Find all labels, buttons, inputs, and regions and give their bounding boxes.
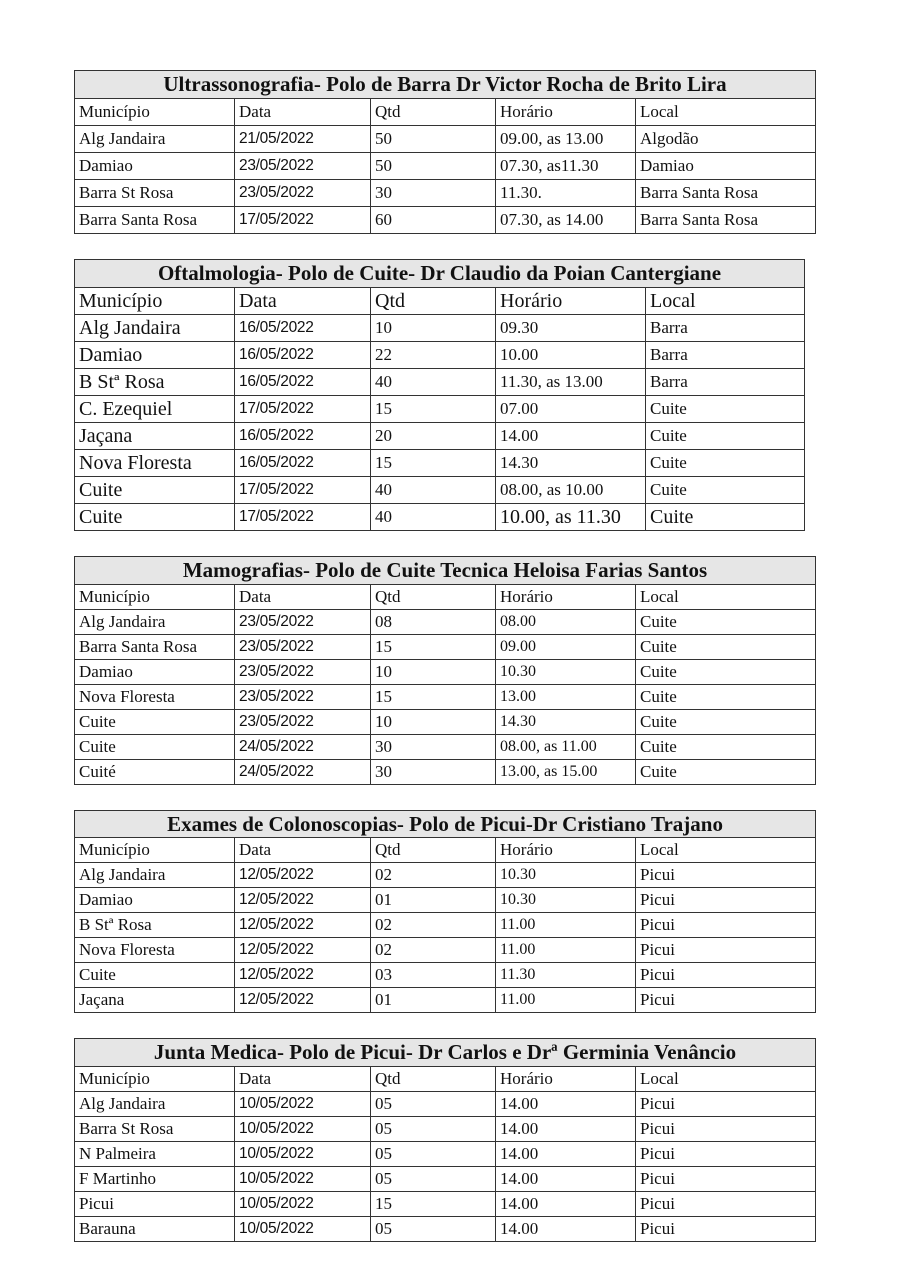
ultrassonografia-table <box>74 70 816 234</box>
municipio-cell: Nova Floresta <box>75 450 235 477</box>
table-row <box>75 610 816 635</box>
date-cell: 21/05/2022 <box>235 126 371 153</box>
horario-cell: 10.30 <box>496 660 636 685</box>
municipio-cell: Cuité <box>75 760 235 785</box>
date-cell: 16/05/2022 <box>235 342 371 369</box>
table-row <box>75 207 816 234</box>
municipio-cell: B Stª Rosa <box>75 913 235 938</box>
qtd-cell: 30 <box>371 760 496 785</box>
date-cell: 12/05/2022 <box>235 938 371 963</box>
local-cell: Cuite <box>646 396 805 423</box>
local-cell: Cuite <box>636 635 816 660</box>
qtd-cell: 01 <box>371 988 496 1013</box>
horario-cell: 11.00 <box>496 938 636 963</box>
horario-cell: 09.00, as 13.00 <box>496 126 636 153</box>
local-cell: Picui <box>636 1092 816 1117</box>
date-cell: 17/05/2022 <box>235 396 371 423</box>
qtd-cell: 10 <box>371 660 496 685</box>
column-header: Município <box>75 288 235 315</box>
column-header: Data <box>235 838 371 863</box>
table-title: Mamografias- Polo de Cuite Tecnica Heloisa Farias Santos <box>75 557 816 585</box>
local-cell: Picui <box>636 1167 816 1192</box>
date-cell: 10/05/2022 <box>235 1217 371 1242</box>
junta-medica-table <box>74 1038 816 1242</box>
qtd-cell: 10 <box>371 315 496 342</box>
horario-cell: 13.00, as 15.00 <box>496 760 636 785</box>
qtd-cell: 20 <box>371 423 496 450</box>
column-header: Horário <box>496 288 646 315</box>
column-header: Município <box>75 838 235 863</box>
qtd-cell: 10 <box>371 710 496 735</box>
municipio-cell: Barra Santa Rosa <box>75 635 235 660</box>
date-cell: 10/05/2022 <box>235 1092 371 1117</box>
qtd-cell: 15 <box>371 450 496 477</box>
municipio-cell: Alg Jandaira <box>75 126 235 153</box>
table-row <box>75 1092 816 1117</box>
local-cell: Barra <box>646 369 805 396</box>
municipio-cell: Nova Floresta <box>75 938 235 963</box>
municipio-cell: Cuite <box>75 504 235 531</box>
column-header: Horário <box>496 838 636 863</box>
table-row <box>75 1217 816 1242</box>
local-cell: Cuite <box>646 450 805 477</box>
qtd-cell: 30 <box>371 180 496 207</box>
table-row <box>75 963 816 988</box>
table-row <box>75 1192 816 1217</box>
horario-cell: 07.30, as11.30 <box>496 153 636 180</box>
table-row <box>75 888 816 913</box>
qtd-cell: 30 <box>371 735 496 760</box>
qtd-cell: 02 <box>371 913 496 938</box>
horario-cell: 09.00 <box>496 635 636 660</box>
date-cell: 12/05/2022 <box>235 913 371 938</box>
qtd-cell: 22 <box>371 342 496 369</box>
local-cell: Picui <box>636 1117 816 1142</box>
qtd-cell: 08 <box>371 610 496 635</box>
qtd-cell: 15 <box>371 635 496 660</box>
table-row <box>75 988 816 1013</box>
horario-cell: 11.00 <box>496 988 636 1013</box>
column-header: Município <box>75 1067 235 1092</box>
qtd-cell: 03 <box>371 963 496 988</box>
qtd-cell: 15 <box>371 1192 496 1217</box>
column-header: Local <box>646 288 805 315</box>
municipio-cell: Barra St Rosa <box>75 180 235 207</box>
date-cell: 23/05/2022 <box>235 610 371 635</box>
table-row <box>75 735 816 760</box>
qtd-cell: 05 <box>371 1217 496 1242</box>
municipio-cell: Cuite <box>75 477 235 504</box>
column-header: Qtd <box>371 99 496 126</box>
table-title: Ultrassonografia- Polo de Barra Dr Victor Rocha de Brito Lira <box>75 71 816 99</box>
municipio-cell: Jaçana <box>75 988 235 1013</box>
horario-cell: 08.00, as 11.00 <box>496 735 636 760</box>
table-row <box>75 1117 816 1142</box>
header-row <box>75 585 816 610</box>
municipio-cell: Damiao <box>75 888 235 913</box>
local-cell: Cuite <box>636 685 816 710</box>
local-cell: Picui <box>636 1217 816 1242</box>
table-title: Exames de Colonoscopias- Polo de Picui-Dr Cristiano Trajano <box>75 811 816 838</box>
table-row <box>75 423 805 450</box>
column-header: Qtd <box>371 585 496 610</box>
local-cell: Picui <box>636 988 816 1013</box>
qtd-cell: 60 <box>371 207 496 234</box>
municipio-cell: Alg Jandaira <box>75 1092 235 1117</box>
column-header: Qtd <box>371 838 496 863</box>
table-row <box>75 369 805 396</box>
local-cell: Barra Santa Rosa <box>636 207 816 234</box>
table-title: Junta Medica- Polo de Picui- Dr Carlos e Drª Germinia Venâncio <box>75 1039 816 1067</box>
horario-cell: 10.30 <box>496 863 636 888</box>
table-row <box>75 342 805 369</box>
date-cell: 10/05/2022 <box>235 1142 371 1167</box>
table-row <box>75 180 816 207</box>
qtd-cell: 01 <box>371 888 496 913</box>
local-cell: Barra <box>646 315 805 342</box>
local-cell: Picui <box>636 913 816 938</box>
municipio-cell: Picui <box>75 1192 235 1217</box>
qtd-cell: 05 <box>371 1142 496 1167</box>
municipio-cell: Damiao <box>75 153 235 180</box>
date-cell: 16/05/2022 <box>235 423 371 450</box>
table-row <box>75 315 805 342</box>
date-cell: 23/05/2022 <box>235 635 371 660</box>
header-row <box>75 1067 816 1092</box>
table-row <box>75 396 805 423</box>
horario-cell: 07.00 <box>496 396 646 423</box>
municipio-cell: Alg Jandaira <box>75 863 235 888</box>
municipio-cell: Cuite <box>75 710 235 735</box>
table-row <box>75 153 816 180</box>
qtd-cell: 02 <box>371 863 496 888</box>
table-row <box>75 1167 816 1192</box>
table-row <box>75 504 805 531</box>
table-row <box>75 635 816 660</box>
local-cell: Cuite <box>636 610 816 635</box>
horario-cell: 09.30 <box>496 315 646 342</box>
municipio-cell: Cuite <box>75 735 235 760</box>
municipio-cell: N Palmeira <box>75 1142 235 1167</box>
date-cell: 12/05/2022 <box>235 888 371 913</box>
municipio-cell: Barauna <box>75 1217 235 1242</box>
local-cell: Damiao <box>636 153 816 180</box>
table-row <box>75 1142 816 1167</box>
column-header: Município <box>75 585 235 610</box>
column-header: Data <box>235 1067 371 1092</box>
mamografias-table <box>74 556 816 785</box>
horario-cell: 11.30. <box>496 180 636 207</box>
horario-cell: 14.30 <box>496 710 636 735</box>
column-header: Local <box>636 585 816 610</box>
horario-cell: 13.00 <box>496 685 636 710</box>
date-cell: 23/05/2022 <box>235 153 371 180</box>
local-cell: Cuite <box>646 477 805 504</box>
local-cell: Cuite <box>646 504 805 531</box>
local-cell: Picui <box>636 963 816 988</box>
horario-cell: 14.00 <box>496 1192 636 1217</box>
date-cell: 10/05/2022 <box>235 1167 371 1192</box>
municipio-cell: Alg Jandaira <box>75 315 235 342</box>
table-title: Oftalmologia- Polo de Cuite- Dr Claudio da Poian Cantergiane <box>75 260 805 288</box>
horario-cell: 14.00 <box>496 1117 636 1142</box>
horario-cell: 08.00, as 10.00 <box>496 477 646 504</box>
local-cell: Picui <box>636 938 816 963</box>
table-row <box>75 660 816 685</box>
date-cell: 12/05/2022 <box>235 863 371 888</box>
header-row <box>75 288 805 315</box>
date-cell: 23/05/2022 <box>235 180 371 207</box>
horario-cell: 14.00 <box>496 1142 636 1167</box>
column-header: Horário <box>496 1067 636 1092</box>
qtd-cell: 02 <box>371 938 496 963</box>
date-cell: 23/05/2022 <box>235 660 371 685</box>
municipio-cell: Barra St Rosa <box>75 1117 235 1142</box>
local-cell: Picui <box>636 1142 816 1167</box>
date-cell: 24/05/2022 <box>235 760 371 785</box>
column-header: Data <box>235 585 371 610</box>
horario-cell: 11.30, as 13.00 <box>496 369 646 396</box>
column-header: Horário <box>496 585 636 610</box>
local-cell: Cuite <box>646 423 805 450</box>
qtd-cell: 05 <box>371 1117 496 1142</box>
local-cell: Picui <box>636 863 816 888</box>
local-cell: Picui <box>636 1192 816 1217</box>
colonoscopias-table <box>74 810 816 1013</box>
date-cell: 10/05/2022 <box>235 1192 371 1217</box>
table-row <box>75 126 816 153</box>
date-cell: 16/05/2022 <box>235 450 371 477</box>
horario-cell: 10.00 <box>496 342 646 369</box>
column-header: Qtd <box>371 1067 496 1092</box>
header-row <box>75 99 816 126</box>
date-cell: 24/05/2022 <box>235 735 371 760</box>
column-header: Local <box>636 1067 816 1092</box>
local-cell: Cuite <box>636 735 816 760</box>
local-cell: Cuite <box>636 710 816 735</box>
table-row <box>75 450 805 477</box>
date-cell: 17/05/2022 <box>235 504 371 531</box>
date-cell: 17/05/2022 <box>235 207 371 234</box>
horario-cell: 11.00 <box>496 913 636 938</box>
table-row <box>75 477 805 504</box>
qtd-cell: 50 <box>371 126 496 153</box>
horario-cell: 10.30 <box>496 888 636 913</box>
qtd-cell: 05 <box>371 1092 496 1117</box>
date-cell: 23/05/2022 <box>235 685 371 710</box>
column-header: Local <box>636 99 816 126</box>
municipio-cell: Barra Santa Rosa <box>75 207 235 234</box>
local-cell: Barra Santa Rosa <box>636 180 816 207</box>
horario-cell: 14.00 <box>496 1167 636 1192</box>
column-header: Horário <box>496 99 636 126</box>
horario-cell: 07.30, as 14.00 <box>496 207 636 234</box>
column-header: Data <box>235 99 371 126</box>
local-cell: Barra <box>646 342 805 369</box>
table-row <box>75 938 816 963</box>
horario-cell: 14.00 <box>496 423 646 450</box>
qtd-cell: 40 <box>371 477 496 504</box>
qtd-cell: 15 <box>371 685 496 710</box>
local-cell: Cuite <box>636 660 816 685</box>
local-cell: Cuite <box>636 760 816 785</box>
qtd-cell: 15 <box>371 396 496 423</box>
oftalmologia-table <box>74 259 805 531</box>
qtd-cell: 50 <box>371 153 496 180</box>
municipio-cell: Alg Jandaira <box>75 610 235 635</box>
municipio-cell: B Stª Rosa <box>75 369 235 396</box>
column-header: Data <box>235 288 371 315</box>
horario-cell: 14.00 <box>496 1217 636 1242</box>
qtd-cell: 40 <box>371 504 496 531</box>
horario-cell: 14.30 <box>496 450 646 477</box>
date-cell: 17/05/2022 <box>235 477 371 504</box>
header-row <box>75 838 816 863</box>
municipio-cell: Nova Floresta <box>75 685 235 710</box>
local-cell: Algodão <box>636 126 816 153</box>
date-cell: 23/05/2022 <box>235 710 371 735</box>
date-cell: 12/05/2022 <box>235 963 371 988</box>
municipio-cell: Jaçana <box>75 423 235 450</box>
date-cell: 16/05/2022 <box>235 315 371 342</box>
horario-cell: 08.00 <box>496 610 636 635</box>
municipio-cell: Damiao <box>75 342 235 369</box>
municipio-cell: F Martinho <box>75 1167 235 1192</box>
column-header: Município <box>75 99 235 126</box>
local-cell: Picui <box>636 888 816 913</box>
table-row <box>75 760 816 785</box>
table-row <box>75 913 816 938</box>
column-header: Qtd <box>371 288 496 315</box>
horario-cell: 10.00, as 11.30 <box>496 504 646 531</box>
qtd-cell: 40 <box>371 369 496 396</box>
date-cell: 10/05/2022 <box>235 1117 371 1142</box>
horario-cell: 14.00 <box>496 1092 636 1117</box>
table-row <box>75 685 816 710</box>
municipio-cell: Damiao <box>75 660 235 685</box>
table-row <box>75 863 816 888</box>
column-header: Local <box>636 838 816 863</box>
qtd-cell: 05 <box>371 1167 496 1192</box>
horario-cell: 11.30 <box>496 963 636 988</box>
table-row <box>75 710 816 735</box>
date-cell: 16/05/2022 <box>235 369 371 396</box>
municipio-cell: C. Ezequiel <box>75 396 235 423</box>
municipio-cell: Cuite <box>75 963 235 988</box>
date-cell: 12/05/2022 <box>235 988 371 1013</box>
